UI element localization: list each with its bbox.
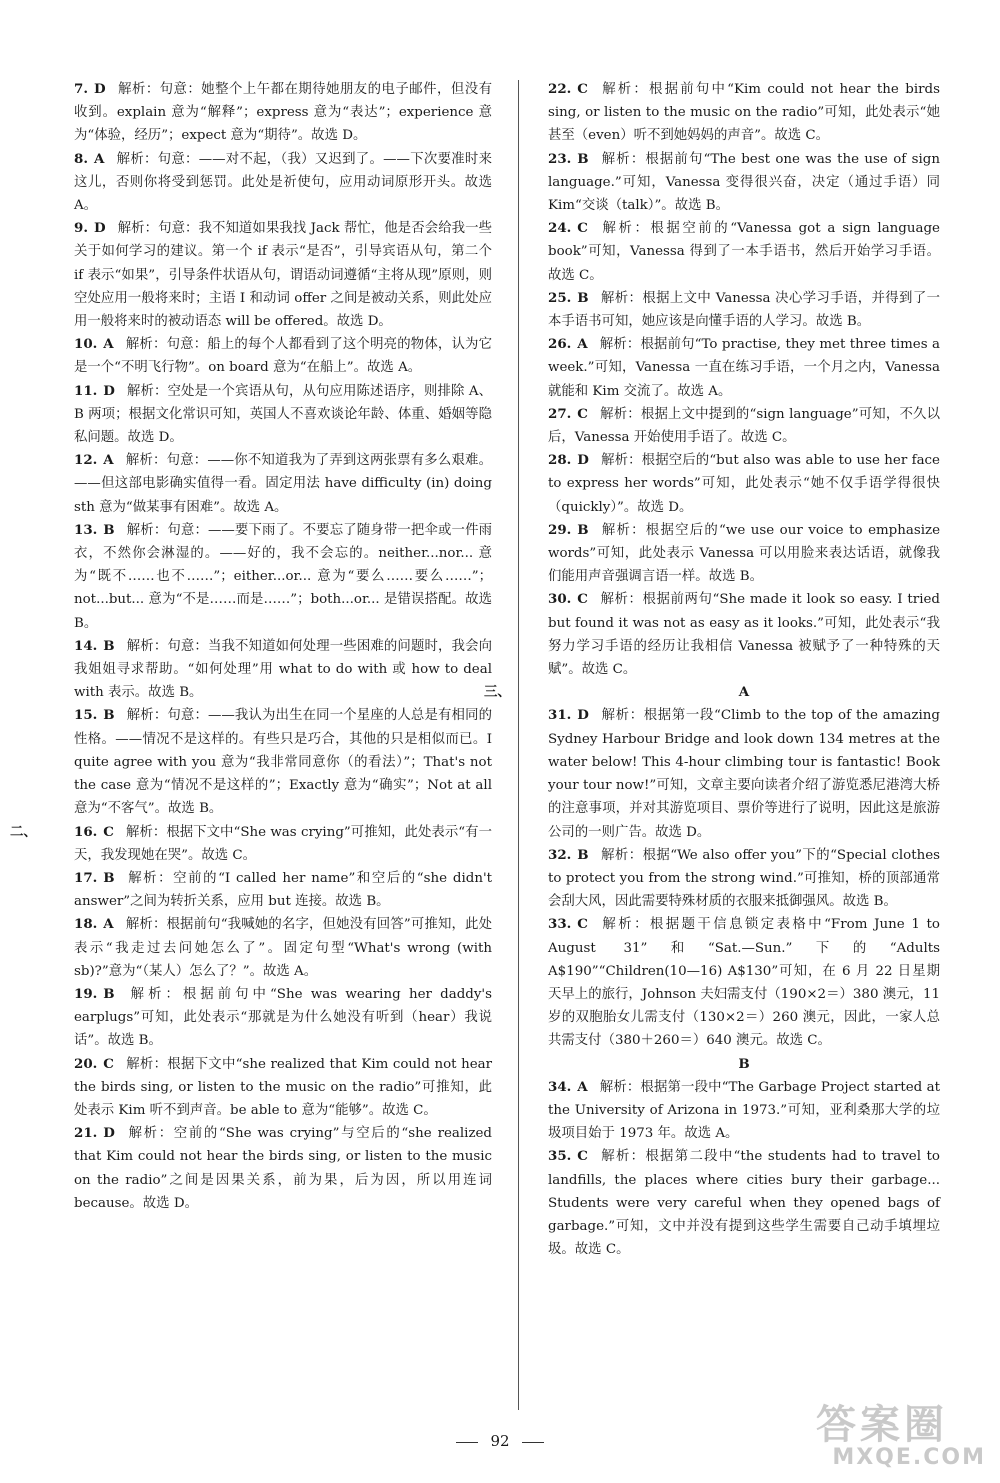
section-subtitle: B <box>738 1055 750 1072</box>
section-header <box>548 1053 940 1076</box>
answer-item <box>74 983 492 1053</box>
answer-item <box>548 217 940 287</box>
answer-item <box>74 1122 492 1215</box>
answer-item <box>548 333 940 403</box>
explanation-text: 解析：句意：当我不知道如何处理一些困难的问题时，我会向我姐姐寻求帮助。“如何处理”用 what to do with 或 how to deal with 表示。故选 B。 <box>74 638 492 701</box>
answer-item <box>548 78 940 148</box>
question-number: 24. <box>548 220 572 237</box>
footer-dash-right <box>522 1442 544 1443</box>
explanation-text: 解析：句意：——对不起，（我）又迟到了。——下次要准时来这儿，否则你将受到惩罚。此处是祈使句，应用动词原形开头。故选 A。 <box>74 151 492 214</box>
answer-choice: A <box>577 1078 588 1095</box>
answer-item <box>548 403 940 449</box>
answer-item <box>10 821 492 867</box>
section-subtitle: A <box>738 684 750 701</box>
answer-item <box>74 867 492 913</box>
question-number: 16. <box>74 823 98 840</box>
explanation-text: 解析：根据前句“我喊她的名字，但她没有回答”可推知，此处表示“我走过去问她怎么了”。固定句型“What's wrong (with sb)?”意为“（某人）怎么了？”。故选 A。 <box>74 917 492 979</box>
answer-item <box>74 704 492 820</box>
explanation-text: 解析：根据前句中“Kim could not hear the birds sing, or listen to the music on the radio”可知，此处表示“她甚至（even）听不到她妈妈的声音”。故选 C。 <box>548 82 940 144</box>
answer-choice: B <box>103 985 115 1002</box>
question-number: 30. <box>548 591 572 608</box>
answer-choice: B <box>103 521 115 538</box>
explanation-text: 解析：根据第二段中“the students had to travel to landfills, the places where cities bury their garbage... Students were very careful when they opened bags of garbage.”可知，文中并没有提到这些学生需要自己动手填埋垃圾。故选 C。 <box>548 1149 940 1258</box>
question-number: 35. <box>548 1148 572 1165</box>
page-number: 92 <box>490 1432 510 1450</box>
answer-choice: D <box>93 220 106 237</box>
question-number: 10. <box>74 336 98 353</box>
explanation-text: 解析：根据第一段中“The Garbage Project started at the University of Arizona in 1973.”可知，亚利桑那大学的垃圾项目始于 1973 年。故选 A。 <box>548 1079 940 1142</box>
question-number: 25. <box>548 289 572 306</box>
watermark-line2: MXQE.COM <box>832 1445 986 1470</box>
answer-item <box>548 588 940 681</box>
answer-choice: D <box>577 707 589 724</box>
explanation-text: 解析：句意：——要下雨了。不要忘了随身带一把伞或一件雨衣，不然你会淋湿的。——好的，我不会忘的。neither...nor... 意为“既不……也不……”；either...or... 意为“要么……要么……”；not...but... 意为“不是……而是……”；both...or... 是错误搭配。故选 B。 <box>74 522 492 631</box>
answer-choice: A <box>103 452 114 469</box>
answer-choice: B <box>103 869 115 886</box>
answer-item <box>548 148 940 218</box>
question-number: 20. <box>74 1055 98 1072</box>
question-number: 13. <box>74 521 98 538</box>
answer-choice: A <box>103 916 114 933</box>
answer-item <box>74 449 492 519</box>
question-number: 28. <box>548 452 572 469</box>
answer-choice: D <box>103 382 115 399</box>
answer-item <box>548 1076 940 1146</box>
explanation-text: 解析：根据空后的“we use our voice to emphasize words”可知，此处表示 Vanessa 可以用脸来表达话语，就像我们能用声音强调言语一样。故选 B。 <box>548 522 940 585</box>
answer-choice: B <box>577 150 589 167</box>
answer-choice: C <box>577 916 588 933</box>
explanation-text: 解析：根据空前的“Vanessa got a sign language book”可知，Vanessa 得到了一本手语书，然后开始学习手语。故选 C。 <box>548 221 940 283</box>
answer-item <box>74 380 492 450</box>
question-number: 15. <box>74 707 98 724</box>
explanation-text: 解析：句意：——我认为出生在同一个星座的人总是有相同的性格。——情况不是这样的。有些只是巧合，其他的只是相似而已。I quite agree with you 意为“我非常同意你（的看法）”；That's not the case 意为“情况不是这样的”；Exactly 意为“确实”；Not at all 意为“不客气”。故选 B。 <box>74 708 492 817</box>
answer-choice: B <box>103 637 115 654</box>
answer-item <box>74 217 492 333</box>
answer-choice: B <box>577 289 589 306</box>
answer-choice: D <box>93 81 106 97</box>
question-number: 26. <box>548 336 572 353</box>
explanation-text: 解析：句意：——你不知道我为了弄到这两张票有多么艰难。——但这部电影确实值得一看。固定用法 have difficulty (in) doing sth 意为“做某事有困难”。故选 A。 <box>74 453 492 515</box>
answer-choice: B <box>577 846 589 863</box>
column-divider <box>518 80 519 1410</box>
answer-choice: C <box>577 591 588 608</box>
explanation-text: 解析：根据上文中 Vanessa 决心学习手语，并得到了一本手语书可知，她应该是向懂手语的人学习。故选 B。 <box>548 290 940 330</box>
explanation-text: 解析：根据下文中“she realized that Kim could not hear the birds sing, or listen to the music on the radio”可推知，此处表示 Kim 听不到声音。be able to 意为“能够”。故选 C。 <box>74 1056 492 1118</box>
answer-choice: C <box>577 405 588 422</box>
question-number: 11. <box>74 382 98 399</box>
answer-choice: C <box>577 81 588 97</box>
explanation-text: 解析：句意：船上的每个人都看到了这个明亮的物体，认为它是一个“不明飞行物”。on board 意为“在船上”。故选 A。 <box>74 337 492 376</box>
explanation-text: 解析：空前的“She was crying”与空后的“she realized that Kim could not hear the birds sing, or listen to the music on the radio”之间是因果关系，前为果，后为因，所以用连词 because。故选 D。 <box>74 1126 492 1211</box>
right-column <box>484 78 940 1261</box>
question-number: 12. <box>74 452 98 469</box>
question-number: 33. <box>548 916 572 933</box>
answer-item <box>74 148 492 218</box>
answer-choice: A <box>93 150 105 167</box>
question-number: 34. <box>548 1078 572 1095</box>
explanation-text: 解析：根据前两句“She made it look so easy. I tried but found it was not as easy as it looks.”可知，此处表示“我努力学习手语的经历让我相信 Vanessa 被赋予了一种特殊的天赋”。故选 C。 <box>548 592 940 678</box>
question-number: 27. <box>548 405 572 422</box>
section-label: 二、 <box>10 823 37 840</box>
answer-item <box>74 519 492 635</box>
answer-item <box>74 635 492 705</box>
watermark-logo <box>816 1402 986 1475</box>
answer-item <box>548 913 940 1052</box>
watermark-line1: 答案圈 <box>816 1402 948 1448</box>
explanation-text: 解析：空前的“I called her name”和空后的“she didn't answer”之间为转折关系，应用 but 连接。故选 B。 <box>74 870 492 910</box>
explanation-text: 解析：根据空后的“but also was able to use her face to express her words”可知，此处表示“她不仅手语学得很快（quickly）”。故选 D。 <box>548 453 940 515</box>
answer-choice: B <box>577 521 589 538</box>
question-number: 8. <box>74 150 88 167</box>
explanation-text: 解析：根据“We also offer you”下的“Special clothes to protect you from the strong wind.”可推知，桥的顶部通常会刮大风，因此需要特殊材质的衣服来抵御强风。故选 B。 <box>548 847 940 910</box>
explanation-text: 解析：根据下文中“She was crying”可推知，此处表示“有一天，我发现她在哭”。故选 C。 <box>74 824 492 863</box>
question-number: 9. <box>74 220 88 237</box>
answer-item <box>74 78 492 148</box>
question-number: 29. <box>548 521 572 538</box>
answer-choice: D <box>103 1125 115 1142</box>
question-number: 17. <box>74 869 98 886</box>
answer-choice: C <box>577 220 588 237</box>
answer-item <box>548 1145 940 1261</box>
question-number: 18. <box>74 916 98 933</box>
answer-item <box>548 449 940 519</box>
answer-item <box>74 333 492 379</box>
section-header <box>484 681 940 704</box>
question-number: 22. <box>548 81 572 97</box>
answer-choice: A <box>577 336 588 353</box>
answer-item <box>548 519 940 589</box>
explanation-text: 解析：根据第一段“Climb to the top of the amazing Sydney Harbour Bridge and look down 134 metres at the water below! This 4-hour climbing tour is fantastic! Book your tour now!”可知，文章主要向读者介绍了游览悉尼港湾大桥的注意事项，并对其游览项目、票价等进行了说明，因此这是旅游公司的一则广告。故选 D。 <box>548 708 940 840</box>
answer-choice: C <box>103 823 114 840</box>
answer-item <box>548 704 940 843</box>
answer-item <box>548 287 940 333</box>
question-number: 21. <box>74 1125 98 1142</box>
section-label: 三、 <box>484 684 511 701</box>
question-number: 7. <box>74 81 88 97</box>
question-number: 32. <box>548 846 572 863</box>
question-number: 23. <box>548 150 572 167</box>
explanation-text: 解析：根据前句“The best one was the use of sign language.”可知，Vanessa 变得很兴奋，决定（通过手语）同 Kim“交谈（talk）”。故选 B。 <box>548 151 940 214</box>
answer-choice: C <box>577 1148 588 1165</box>
explanation-text: 解析：句意：她整个上午都在期待她朋友的电子邮件，但没有收到。explain 意为“解释”；express 意为“表达”；experience 意为“体验，经历”；expect 意为“期待”。故选 D。 <box>74 82 492 144</box>
explanation-text: 解析：根据前句“To practise, they met three times a week.”可知，Vanessa 一直在练习手语，一个月之内，Vanessa 就能和 Kim 交流了。故选 A。 <box>548 337 940 399</box>
question-number: 14. <box>74 637 98 654</box>
answer-item <box>74 1053 492 1123</box>
explanation-text: 解析：句意：我不知道如果我找 Jack 帮忙，他是否会给我一些关于如何学习的建议。第一个 if 表示“是否”，引导宾语从句，第二个 if 表示“如果”，引导条件状语从句，谓语动词遵循“主将从现”原则，则空处应用一般将来时；主语 I 和动词 offer 之间是被动关系，则此处应用一般将来时的被动语态 will be offered。故选 D。 <box>74 221 492 330</box>
answer-choice: C <box>103 1055 114 1072</box>
question-number: 31. <box>548 707 572 724</box>
answer-choice: B <box>103 707 115 724</box>
explanation-text: 解析：根据题干信息锁定表格中“From June 1 to August 31”和“Sat.—Sun.”下的“Adults A$190”“Children(10—16) A$130”可知，在 6 月 22 日星期天早上的旅行，Johnson 夫妇需支付（190×2＝）380 澳元，11 岁的双胞胎女儿需支付（130×2＝）260 澳元，因此，一家人总共需支付（380＋260＝）640 澳元。故选 C。 <box>548 917 940 1049</box>
footer-dash-left <box>456 1442 478 1443</box>
answer-choice: D <box>577 452 589 469</box>
answer-item <box>74 913 492 983</box>
answer-choice: A <box>103 336 114 353</box>
explanation-text: 解析：空处是一个宾语从句，从句应用陈述语序，则排除 A、B 两项；根据文化常识可知，英国人不喜欢谈论年龄、体重、婚姻等隐私问题。故选 D。 <box>74 383 492 446</box>
left-column <box>10 78 492 1215</box>
explanation-text: 解析：根据上文中提到的“sign language”可知，不久以后，Vanessa 开始使用手语了。故选 C。 <box>548 406 940 446</box>
explanation-text: 解析：根据前句中“She was wearing her daddy's earplugs”可知，此处表示“那就是为什么她没有听到（hear）我说话”。故选 B。 <box>74 986 492 1049</box>
answer-item <box>548 844 940 914</box>
question-number: 19. <box>74 985 98 1002</box>
